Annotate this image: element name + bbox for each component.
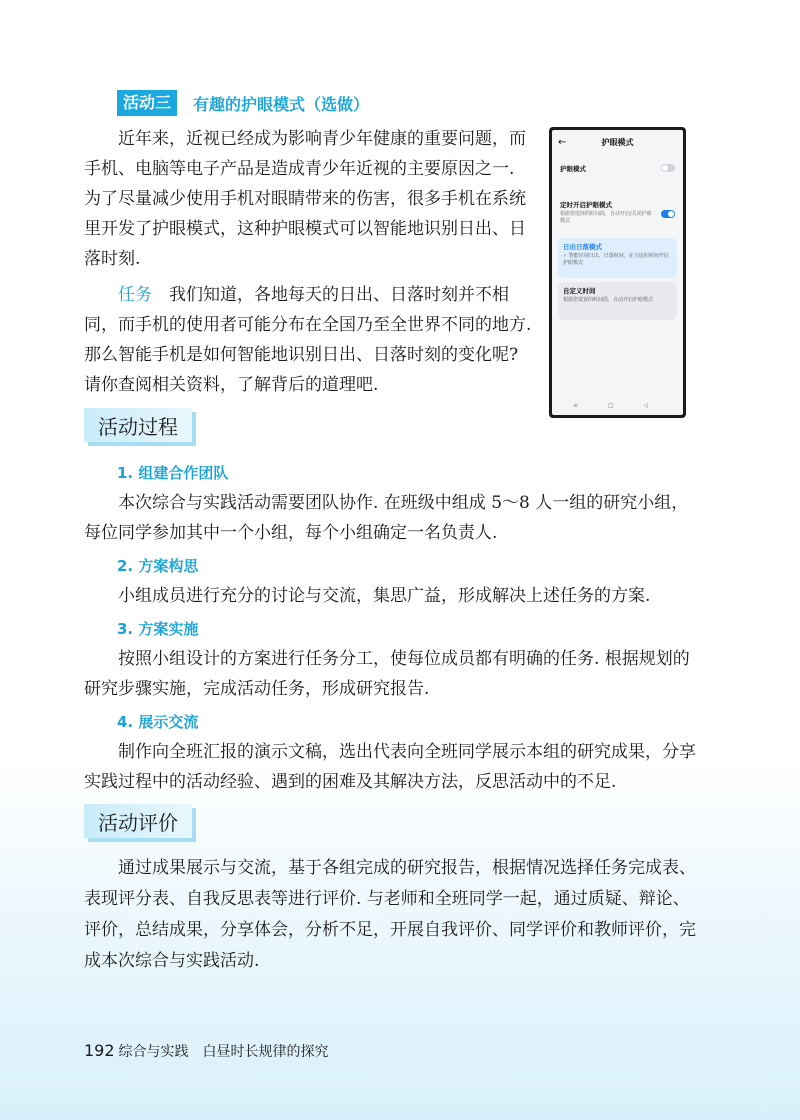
phone-screen [552, 130, 683, 415]
process-section-header [84, 408, 192, 442]
evaluation-section-title: 活动评价 [98, 810, 178, 835]
step-2-heading: 2. 方案构思 [117, 557, 199, 575]
phone-title: 护眼模式 [601, 138, 634, 147]
schedule-desc: 根据您选择的时间段，自动开启/关闭护眼模式 [560, 211, 652, 224]
sunrise-sunset-desc-text: 智能识别日出、日落时间，在合适的时间开启护眼模式 [563, 253, 669, 266]
custom-time-title: 自定义时间 [563, 287, 596, 295]
schedule-label: 定时开启护眼模式 [560, 201, 612, 209]
check-icon: ✓ [563, 253, 568, 259]
custom-time-card [558, 282, 677, 320]
sunrise-sunset-desc [563, 253, 672, 267]
activity-header [117, 90, 369, 116]
task-text: 我们知道，各地每天的日出、日落时刻并不相同，而手机的使用者可能分布在全国乃至全世界不同的地方. 那么智能手机是如何智能地识别日出、日落时刻的变化呢? 请你查阅相关资料，了解背后的道理吧. [84, 285, 532, 395]
step-4-heading: 4. 展示交流 [117, 713, 199, 731]
evaluation-section-header [84, 804, 192, 838]
step-2-text: 小组成员进行充分的讨论与交流，集思广益，形成解决上述任务的方案. [118, 586, 651, 606]
step-1-heading: 1. 组建合作团队 [117, 464, 229, 482]
activity-badge: 活动三 [117, 90, 177, 116]
phone-nav-bar: ≡ □ ◁ [572, 402, 663, 409]
evaluation-text: 通过成果展示与交流，基于各组完成的研究报告，根据情况选择任务完成表、表现评分表、自我反思表等进行评价. 与老师和全班同学一起，通过质疑、辩论、评价，总结成果，分享体会，分析不足，开展自我评价、同学评价和教师评价，完成本次综合与实践活动. [84, 858, 696, 971]
eye-mode-row [560, 164, 675, 173]
activity-title: 有趣的护眼模式（选做） [193, 94, 370, 114]
page-number: 192 [84, 1041, 115, 1060]
task-label: 任务 [118, 285, 152, 305]
step-3-text: 按照小组设计的方案进行任务分工，使每位成员都有明确的任务. 根据规划的研究步骤实施，完成活动任务，形成研究报告. [84, 649, 690, 699]
step-1-text: 本次综合与实践活动需要团队协作. 在班级中组成 5～8 人一组的研究小组，每位同学参加其中一个小组，每个小组确定一名负责人. [84, 493, 689, 543]
sunrise-sunset-title: 日出日落模式 [563, 243, 602, 251]
schedule-toggle [661, 210, 675, 218]
custom-time-desc: 根据您设置的时间段，自动开启护眼模式 [563, 297, 654, 303]
page-footer [84, 1041, 329, 1061]
footer-text: 综合与实践 白昼时长规律的探究 [118, 1044, 329, 1060]
eye-mode-label: 护眼模式 [560, 165, 586, 173]
schedule-row [560, 200, 655, 225]
phone-screenshot [549, 127, 686, 418]
task-paragraph [84, 280, 536, 400]
eye-mode-toggle [661, 164, 675, 172]
process-section-title: 活动过程 [98, 414, 178, 439]
back-arrow-icon: ← [558, 137, 567, 148]
step-4-text: 制作向全班汇报的演示文稿，选出代表向全班同学展示本组的研究成果，分享实践过程中的活动经验、遇到的困难及其解决方法，反思活动中的不足. [84, 742, 696, 792]
sunrise-sunset-card [558, 238, 677, 278]
intro-paragraph: 近年来，近视已经成为影响青少年健康的重要问题，而手机、电脑等电子产品是造成青少年近视的主要原因之一. 为了尽量减少使用手机对眼睛带来的伤害，很多手机在系统里开发了护眼模式，这种护眼模式可以智能地识别日出、日落时刻. [84, 129, 526, 269]
step-3-heading: 3. 方案实施 [117, 620, 199, 638]
